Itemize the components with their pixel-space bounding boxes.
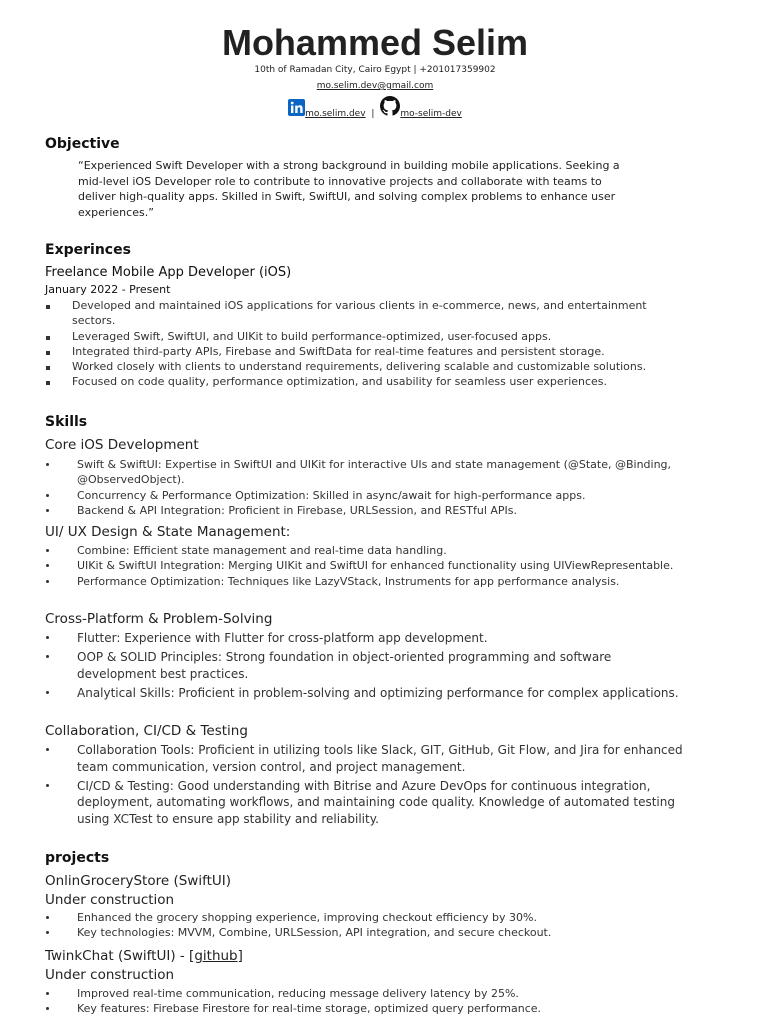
- job-bullets: [45, 298, 685, 390]
- resume-name: Mohammed Selim: [221, 22, 529, 63]
- link-bracket-open: [: [189, 948, 195, 964]
- github-link[interactable]: mo-selim-dev: [400, 109, 462, 119]
- list-item: Improved real-time communication, reducing message delivery latency by 25%.: [45, 986, 685, 1001]
- skill-group-list: [45, 630, 685, 704]
- list-item: Worked closely with clients to understand requirements, delivering scalable and customizable solutions.: [45, 359, 685, 374]
- job-title: Freelance Mobile App Developer (iOS): [45, 265, 292, 280]
- email-link[interactable]: mo.selim.dev@gmail.com: [316, 81, 434, 91]
- list-item: Key features: Firebase Firestore for real-time storage, optimized query performance.: [45, 1001, 685, 1016]
- job-date: January 2022 - Present: [45, 283, 171, 296]
- separator: |: [371, 109, 375, 119]
- project-bullets: [45, 986, 685, 1017]
- list-item: Developed and maintained iOS applications for various clients in e-commerce, news, and entertainment sectors.: [45, 298, 685, 329]
- list-item: Focused on code quality, performance optimization, and usability for seamless user experiences.: [45, 374, 685, 389]
- github-repo-link[interactable]: github: [194, 948, 238, 964]
- project-status: Under construction: [45, 967, 175, 983]
- list-item: UIKit & SwiftUI Integration: Merging UIKit and SwiftUI for enhanced functionality using UIViewRepresentable.: [45, 558, 685, 573]
- list-item: Flutter: Experience with Flutter for cross-platform app development.: [45, 630, 685, 647]
- github-icon[interactable]: [380, 96, 400, 119]
- list-item: Backend & API Integration: Proficient in Firebase, URLSession, and RESTful APIs.: [45, 503, 685, 518]
- linkedin-icon[interactable]: [288, 99, 305, 119]
- skill-group-list: [45, 742, 685, 830]
- experience-heading: Experinces: [45, 242, 131, 258]
- objective-heading: Objective: [45, 136, 120, 152]
- project-bullets: [45, 910, 685, 941]
- list-item: Performance Optimization: Techniques like LazyVStack, Instruments for app performance analysis.: [45, 574, 685, 589]
- list-item: Integrated third-party APIs, Firebase and SwiftData for real-time features and persistent storage.: [45, 344, 685, 359]
- project-title-row: [45, 948, 243, 964]
- skill-group-title: Core iOS Development: [45, 437, 199, 453]
- list-item: Collaboration Tools: Proficient in utilizing tools like Slack, GIT, GitHub, Git Flow, and Jira for enhanced team communication, version control, and project management.: [45, 742, 685, 775]
- skill-group-title: Collaboration, CI/CD & Testing: [45, 723, 248, 739]
- list-item: Leveraged Swift, SwiftUI, and UIKit to build performance-optimized, user-focused apps.: [45, 329, 685, 344]
- project-title: OnlinGroceryStore (SwiftUI): [45, 873, 232, 889]
- list-item: Combine: Efficient state management and real-time data handling.: [45, 543, 685, 558]
- objective-text: “Experienced Swift Developer with a strong background in building mobile applications. Seeking a mid-level iOS Developer role to contribute to innovative projects and collaborate with teams to deliver high-quality apps. Skilled in Swift, SwiftUI, and solving complex problems to enhance user experiences.”: [78, 159, 620, 219]
- project-title: TwinkChat (SwiftUI) -: [45, 948, 190, 964]
- social-links: [0, 96, 750, 119]
- link-bracket-close: ]: [237, 948, 243, 964]
- skills-heading: Skills: [45, 414, 88, 430]
- skill-group-title: Cross-Platform & Problem-Solving: [45, 611, 273, 627]
- project-status: Under construction: [45, 892, 175, 908]
- list-item: Swift & SwiftUI: Expertise in SwiftUI and UIKit for interactive UIs and state management (@State, @Binding, @ObservedObject).: [45, 457, 685, 488]
- skill-group-title: UI/ UX Design & State Management:: [45, 524, 291, 540]
- list-item: Enhanced the grocery shopping experience, improving checkout efficiency by 30%.: [45, 910, 685, 925]
- list-item: Key technologies: MVVM, Combine, URLSession, API integration, and secure checkout.: [45, 925, 685, 940]
- list-item: Analytical Skills: Proficient in problem-solving and optimizing performance for complex applications.: [45, 685, 685, 702]
- list-item: OOP & SOLID Principles: Strong foundation in object-oriented programming and software development best practices.: [45, 649, 685, 682]
- list-item: Concurrency & Performance Optimization: Skilled in async/await for high-performance apps.: [45, 488, 685, 503]
- skill-group-list: [45, 543, 685, 589]
- projects-heading: projects: [45, 850, 110, 866]
- address-line: 10th of Ramadan City, Cairo Egypt | +201017359902: [254, 65, 496, 75]
- linkedin-link[interactable]: mo.selim.dev: [305, 109, 366, 119]
- list-item: CI/CD & Testing: Good understanding with Bitrise and Azure DevOps for continuous integration, deployment, automating workflows, and maintaining code quality. Knowledge of automated testing using XCTest to ensure app stability and reliability.: [45, 778, 685, 828]
- skill-group-list: [45, 457, 685, 518]
